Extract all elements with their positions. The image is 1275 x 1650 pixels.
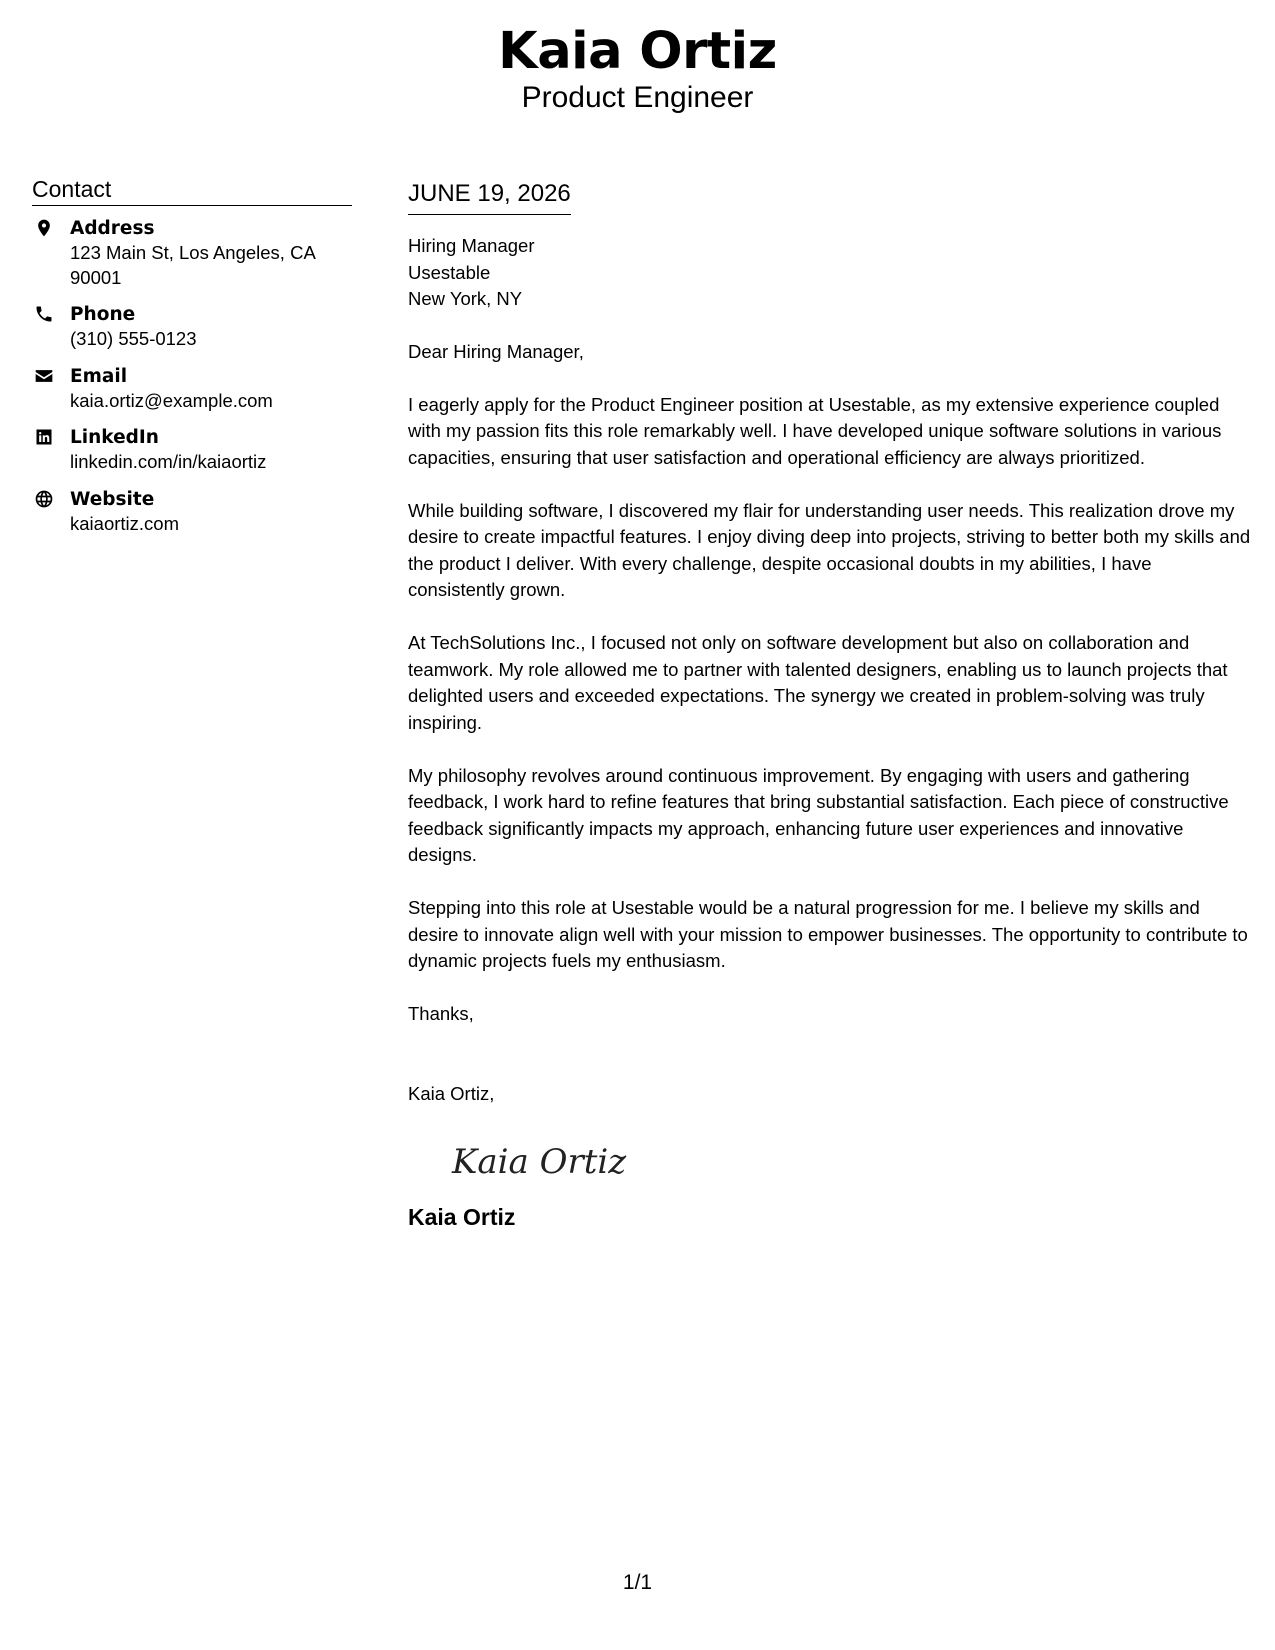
applicant-name: Kaia Ortiz — [498, 22, 777, 81]
linkedin-icon — [32, 425, 56, 449]
contact-label: Website — [70, 488, 155, 510]
contact-label: LinkedIn — [70, 427, 159, 448]
letter-paragraph: Stepping into this role at Usestable would be a natural progression for me. I believe my skills and desire to innovate align well with your mission to empower businesses. The opportunity to contribute to dynamic projects fuels my enthusiasm. — [408, 897, 1248, 971]
address-value: 123 Main St, Los Angeles, CA 90001 — [70, 242, 315, 288]
letter-header — [0, 22, 1275, 116]
contact-label: Phone — [70, 304, 136, 325]
contact-item-address — [32, 216, 352, 290]
letter-body — [408, 178, 1253, 1231]
page-number: 1/1 — [622, 1571, 653, 1594]
contact-item-phone — [32, 302, 352, 352]
contact-list — [32, 216, 352, 536]
salutation: Dear Hiring Manager, — [408, 340, 584, 362]
contact-sidebar — [32, 175, 352, 548]
contact-item-website — [32, 487, 352, 537]
phone-icon — [32, 302, 56, 326]
letter-paragraph: I eagerly apply for the Product Engineer position at Usestable, as my extensive experience coupled with my passion fits this role remarkably well. I have developed unique software solutions in various capacities, ensuring that user satisfaction and operational efficiency are always prioritized. — [408, 393, 1222, 468]
envelope-icon — [32, 364, 56, 388]
phone-value: (310) 555-0123 — [70, 328, 197, 349]
letter-paragraph: At TechSolutions Inc., I focused not only on software development but also on collaboration and teamwork. My role allowed me to partner with talented designers, enabling us to launch projects that delighted users and exceeded expectations. The synergy we created in problem-solving was truly inspiring. — [408, 632, 1228, 733]
linkedin-value[interactable]: linkedin.com/in/kaiaortiz — [70, 451, 267, 472]
globe-icon — [32, 487, 56, 511]
recipient-line: New York, NY — [408, 288, 523, 309]
closing: Thanks, — [408, 1003, 474, 1024]
handwritten-signature — [448, 1131, 638, 1191]
contact-item-linkedin — [32, 425, 352, 475]
letter-paragraph: While building software, I discovered my flair for understanding user needs. This realization drove my desire to create impactful features. I enjoy diving deep into projects, striving to better both my skills and the product I deliver. With every challenge, despite occasional doubts in my abilities, I have consistently grown. — [408, 499, 1251, 600]
contact-label: Email — [70, 365, 128, 387]
recipient-block — [408, 233, 1253, 313]
website-value[interactable]: kaiaortiz.com — [70, 512, 179, 534]
contact-label: Address — [70, 218, 155, 239]
sign-off-name: Kaia Ortiz, — [408, 1082, 495, 1104]
contact-item-email — [32, 364, 352, 414]
recipient-line: Hiring Manager — [408, 235, 535, 256]
signature-text: Kaia Ortiz — [452, 1142, 627, 1182]
letter-date: JUNE 19, 2026 — [408, 178, 571, 215]
applicant-title: Product Engineer — [521, 81, 754, 114]
map-pin-icon — [32, 216, 56, 240]
contact-heading: Contact — [32, 175, 352, 206]
letter-paragraph: My philosophy revolves around continuous improvement. By engaging with users and gathering feedback, I work hard to refine features that bring substantial satisfaction. Each piece of constructive feedback significantly impacts my approach, enhancing future user experiences and innovative designs. — [408, 764, 1229, 865]
email-value[interactable]: kaia.ortiz@example.com — [70, 389, 273, 411]
printed-name: Kaia Ortiz — [408, 1204, 516, 1230]
recipient-line: Usestable — [408, 261, 491, 283]
